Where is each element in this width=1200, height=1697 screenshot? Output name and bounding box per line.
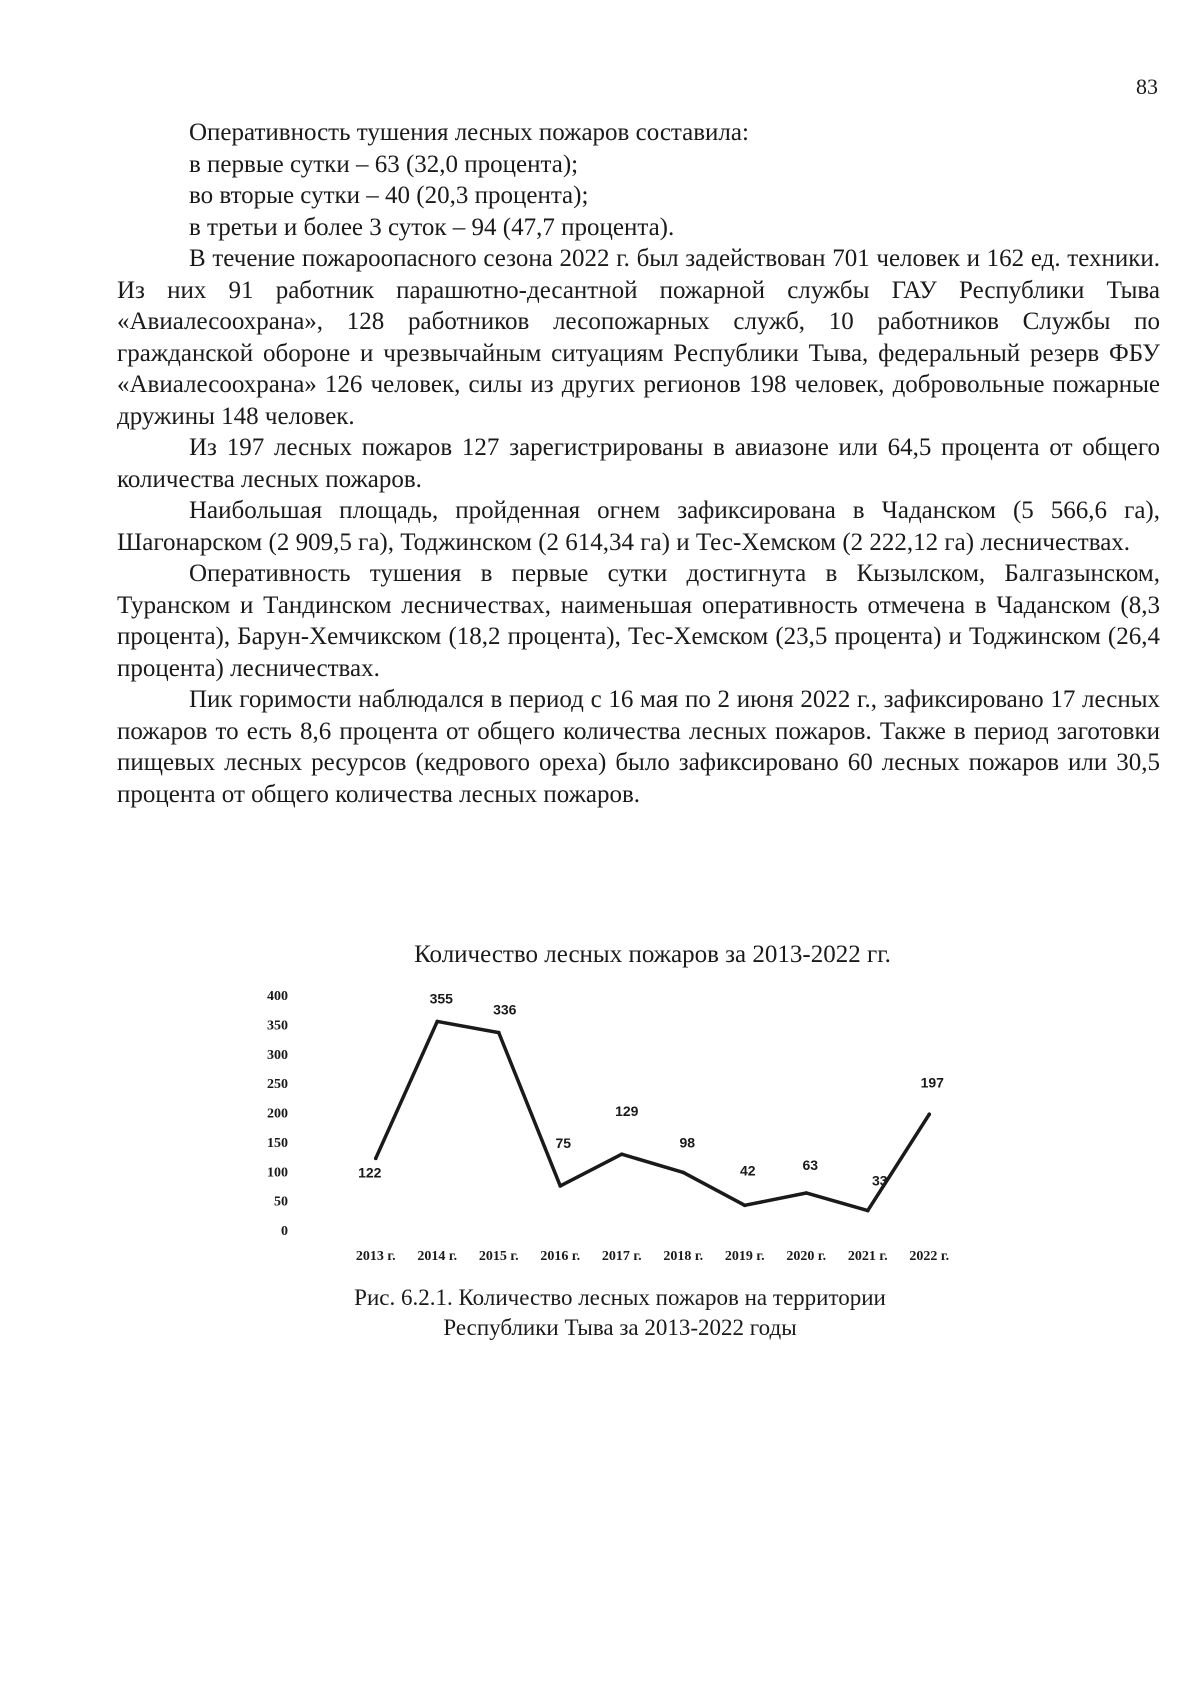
x-tick-label: 2014 г. xyxy=(417,1249,458,1264)
data-point xyxy=(620,1152,624,1156)
x-tick-label: 2018 г. xyxy=(663,1249,704,1264)
x-tick-label: 2021 г. xyxy=(847,1249,888,1264)
paragraph: Наибольшая площадь, пройденная огнем зафиксирована в Чаданском (5 566,6 га), Шагонарском (2 909,5 га), Тоджинском (2 614,34 га) и Тес-Хемском (2 222,12 га) лесничествах. xyxy=(117,497,1160,556)
figure-caption xyxy=(200,1283,1040,1343)
data-label: 98 xyxy=(679,1134,696,1151)
data-label: 197 xyxy=(920,1074,944,1091)
data-label: 75 xyxy=(555,1134,572,1151)
data-label: 355 xyxy=(429,990,453,1007)
y-tick-label: 0 xyxy=(281,1224,288,1239)
x-tick-label: 2017 г. xyxy=(601,1249,642,1264)
y-tick-label: 150 xyxy=(267,1135,288,1151)
paragraph: В течение пожароопасного сезона 2022 г. был задействован 701 человек и 162 ед. техники. Из них 91 работник парашютно-десантной пожарной службы ГАУ Республики Тыва «Авиалесоохрана», 128 работников лесопожарных служб, 10 работников Службы по гражданской обороне и чрезвычайным ситуациям Республики Тыва, федеральный резерв ФБУ «Авиалесоохрана» 126 человек, силы из других регионов 198 человек, добровольные пожарные дружины 148 человек. xyxy=(117,245,1160,430)
data-point xyxy=(558,1184,562,1188)
data-label: 129 xyxy=(615,1103,639,1120)
data-label: 33 xyxy=(871,1172,888,1189)
caption-line: Республики Тыва за 2013-2022 годы xyxy=(443,1315,797,1340)
y-tick-label: 300 xyxy=(267,1047,288,1063)
paragraph: в первые сутки – 63 (32,0 процента); xyxy=(189,150,579,178)
paragraph: Пик горимости наблюдался в период с 16 мая по 2 июня 2022 г., зафиксировано 17 лесных пожаров то есть 8,6 процента от общего количества лесных пожаров. Также в период заготовки пищевых лесных ресурсов (кедрового ореха) было зафиксировано 60 лесных пожаров или 30,5 процента от общего количества лесных пожаров. xyxy=(117,686,1160,808)
data-label: 122 xyxy=(358,1164,382,1181)
caption-line: Рис. 6.2.1. Количество лесных пожаров на территории xyxy=(354,1285,886,1310)
y-tick-label: 400 xyxy=(267,989,288,1004)
data-label: 336 xyxy=(493,1001,517,1018)
data-point xyxy=(927,1112,931,1116)
data-point xyxy=(804,1191,808,1195)
x-tick-label: 2020 г. xyxy=(786,1249,827,1264)
paragraph: Оперативность тушения лесных пожаров составила: xyxy=(189,119,749,146)
data-point xyxy=(681,1171,685,1175)
data-label: 63 xyxy=(802,1156,819,1173)
paragraph: в третьи и более 3 суток – 94 (47,7 процента). xyxy=(189,213,675,241)
data-label: 42 xyxy=(739,1162,756,1179)
y-tick-label: 200 xyxy=(267,1106,288,1122)
data-point xyxy=(743,1204,747,1208)
chart-title: Количество лесных пожаров за 2013-2022 гг. xyxy=(414,941,891,968)
y-tick-label: 350 xyxy=(267,1018,288,1034)
page-number: 83 xyxy=(1136,74,1158,99)
paragraph: во вторые сутки – 40 (20,3 процента); xyxy=(189,182,589,209)
y-tick-label: 100 xyxy=(267,1165,288,1181)
x-tick-label: 2016 г. xyxy=(540,1249,581,1264)
x-tick-label: 2022 г. xyxy=(909,1249,950,1264)
paragraph: Из 197 лесных пожаров 127 зарегистрированы в авиазоне или 64,5 процента от общего количества лесных пожаров. xyxy=(117,434,1160,493)
data-point xyxy=(374,1157,378,1161)
series-line xyxy=(376,1021,930,1210)
data-point xyxy=(497,1031,501,1035)
x-tick-label: 2013 г. xyxy=(355,1249,396,1264)
body-text xyxy=(117,117,1160,810)
data-point xyxy=(866,1209,870,1213)
y-tick-label: 250 xyxy=(267,1077,288,1093)
x-tick-label: 2015 г. xyxy=(478,1249,519,1264)
x-tick-label: 2019 г. xyxy=(724,1249,765,1264)
line-chart xyxy=(267,940,985,1270)
data-point xyxy=(435,1020,439,1024)
paragraph: Оперативность тушения в первые сутки достигнута в Кызылском, Балгазынском, Туранском и Тандинском лесничествах, наименьшая оперативность отмечена в Чаданском (8,3 процента), Барун-Хемчикском (18,2 процента), Тес-Хемском (23,5 процента) и Тоджинском (26,4 процента) лесничествах. xyxy=(117,560,1160,682)
y-tick-label: 50 xyxy=(274,1194,288,1210)
